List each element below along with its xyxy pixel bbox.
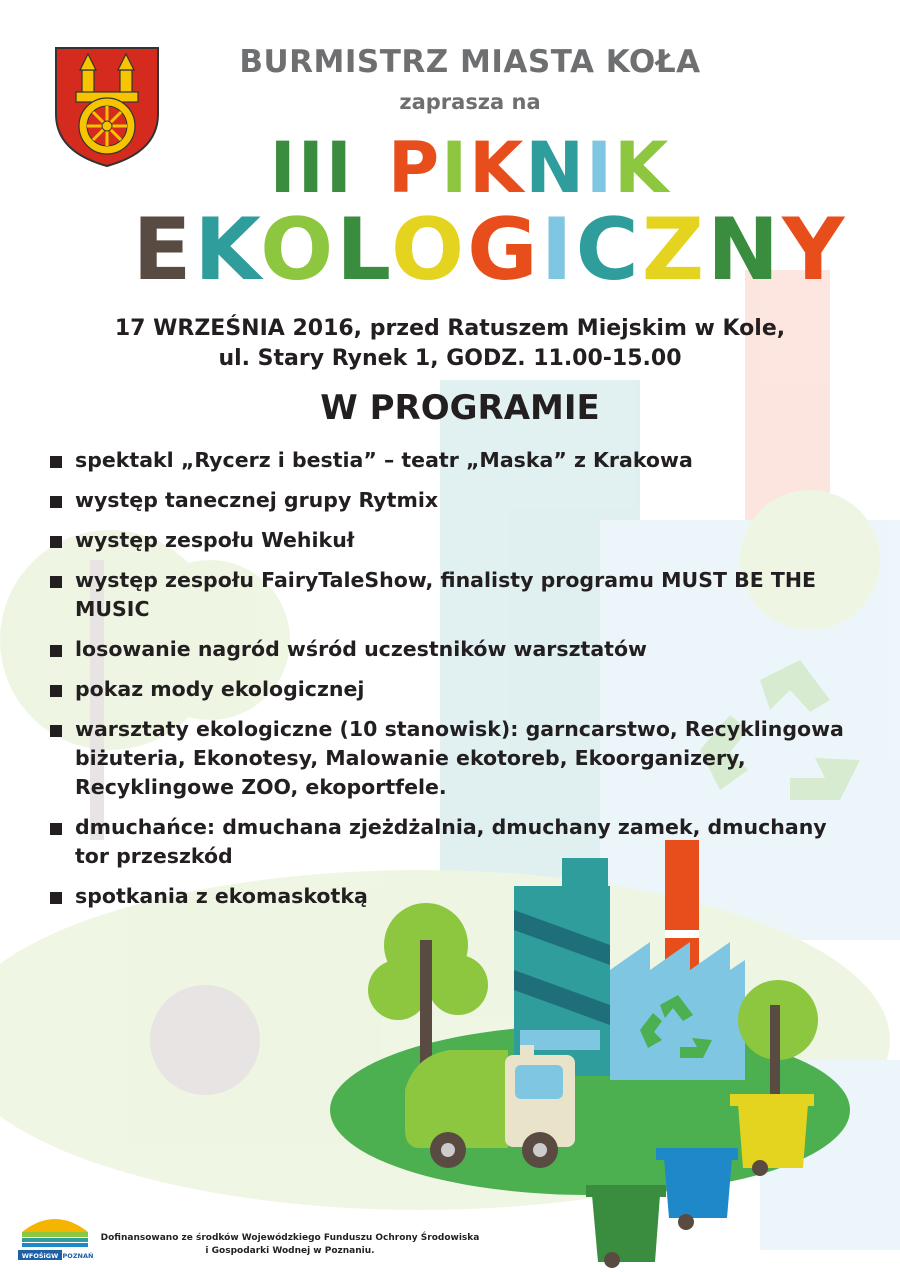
funding-line-2: i Gospodarki Wodnej w Poznaniu. xyxy=(205,1246,375,1256)
title-line2-letter-0: E xyxy=(132,200,195,300)
program-item xyxy=(48,486,848,515)
title-line2-letter-9: N xyxy=(707,200,783,300)
title-line1-letter-3: N xyxy=(525,127,587,209)
bullet-square-icon xyxy=(50,725,62,737)
invitation-text: zaprasza na xyxy=(399,90,541,114)
program-item-text: występ tanecznej grupy Rytmix xyxy=(75,488,439,512)
funding-line-1: Dofinansowano ze środków Wojewódzkiego Funduszu Ochrony Środowiska xyxy=(100,1233,480,1243)
bullet-square-icon xyxy=(50,456,62,468)
bullet-square-icon xyxy=(50,892,62,904)
city-coat-of-arms xyxy=(52,44,162,168)
program-item-text: spotkania z ekomaskotką xyxy=(75,884,368,908)
title-line2-letter-2: O xyxy=(260,200,337,300)
program-item xyxy=(48,635,848,664)
title-line1-letter-1: I xyxy=(441,127,470,209)
title-line2-letter-7: C xyxy=(575,200,642,300)
program-heading: W PROGRAMIE xyxy=(320,388,600,428)
title-line2-letter-3: L xyxy=(336,200,391,300)
yellow-bin xyxy=(738,1104,808,1168)
program-item xyxy=(48,566,848,624)
title-line1-letter-5: K xyxy=(614,127,671,209)
faded-wheel xyxy=(150,985,260,1095)
bullet-square-icon xyxy=(50,496,62,508)
program-item xyxy=(48,446,848,475)
title-line1-letter-2: K xyxy=(469,127,526,209)
program-item xyxy=(48,882,848,911)
title-line2-letter-10: Y xyxy=(782,200,848,300)
program-item-text: pokaz mody ekologicznej xyxy=(75,677,365,701)
program-item-text: występ zespołu Wehikuł xyxy=(75,528,355,552)
blue-bin xyxy=(664,1158,732,1218)
truck-body xyxy=(405,1050,508,1148)
title-line1-letter-0: P xyxy=(387,127,442,209)
green-bin xyxy=(592,1195,660,1262)
program-item xyxy=(48,675,848,704)
title-line1-letter-4: I xyxy=(586,127,615,209)
event-title-line2 xyxy=(130,200,850,300)
bullet-square-icon xyxy=(50,823,62,835)
bullet-square-icon xyxy=(50,645,62,657)
event-date-location xyxy=(60,314,840,374)
title-line2-letter-1: K xyxy=(194,200,261,300)
title-word-piknik xyxy=(388,127,671,209)
wfosigw-logo xyxy=(16,1208,94,1262)
title-line2-letter-5: G xyxy=(467,200,541,300)
logo-text-right: POZNAŃ xyxy=(62,1252,94,1260)
program-item xyxy=(48,813,848,871)
title-line2-letter-8: Z xyxy=(641,200,708,300)
bullet-square-icon xyxy=(50,536,62,548)
address-line: ul. Stary Rynek 1, GODZ. 11.00-15.00 xyxy=(218,346,682,371)
date-line: 17 WRZEŚNIA 2016, przed Ratuszem Miejskim w Kole, xyxy=(114,316,786,341)
bullet-square-icon xyxy=(50,576,62,588)
event-title-line1 xyxy=(150,128,790,208)
program-item-text: występ zespołu FairyTaleShow, finalisty programu MUST BE THE MUSIC xyxy=(75,568,816,621)
program-item-text: losowanie nagród wśród uczestników warsztatów xyxy=(75,637,647,661)
program-item-text: spektakl „Rycerz i bestia” – teatr „Maska” z Krakowa xyxy=(75,448,693,472)
program-item-text: warsztaty ekologiczne (10 stanowisk): garncarstwo, Recyklingowa biżuteria, Ekonotesy, Malowanie ekotoreb, Ekoorganizery, Recyklingowe ZOO, ekoportfele. xyxy=(75,717,844,799)
program-list xyxy=(48,446,848,922)
title-line2-letter-6: I xyxy=(540,200,576,300)
program-item xyxy=(48,526,848,555)
funding-note xyxy=(100,1232,480,1258)
logo-text-left: WFOŚiGW xyxy=(21,1252,59,1260)
program-item-text: dmuchańce: dmuchana zjeżdżalnia, dmuchany zamek, dmuchany tor przeszkód xyxy=(75,815,827,868)
bullet-square-icon xyxy=(50,685,62,697)
title-line2-letter-4: O xyxy=(390,200,468,300)
edition-numeral: III xyxy=(269,127,354,209)
program-item xyxy=(48,715,848,802)
organizer-heading: BURMISTRZ MIASTA KOŁA xyxy=(239,44,701,80)
